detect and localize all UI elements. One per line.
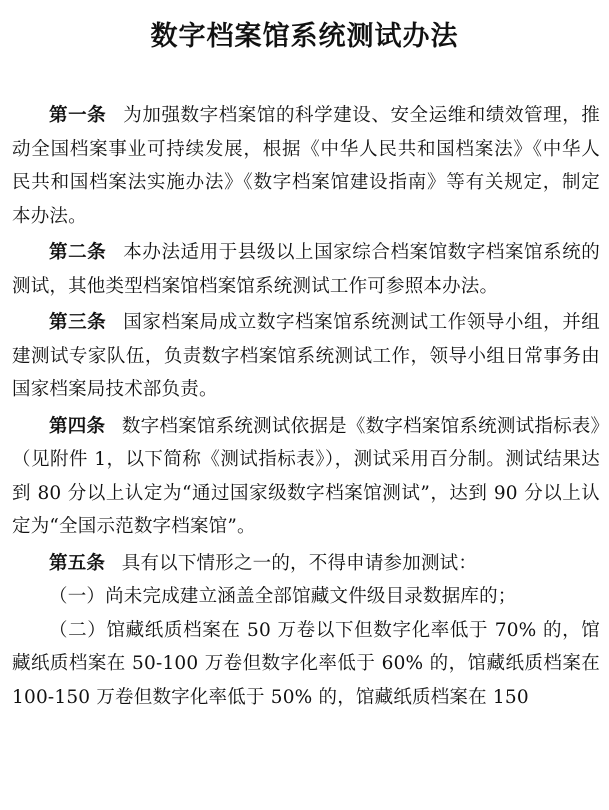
article-5: [12, 547, 600, 581]
article-label: 第四条: [49, 415, 106, 437]
article-5-item-2: （二）馆藏纸质档案在 50 万卷以下但数字化率低于 70% 的，馆藏纸质档案在 50-100 万卷但数字化率低于 60% 的，馆藏纸质档案在 100-150 万卷但数字化率低于 50% 的，馆藏纸质档案在 150: [12, 619, 600, 708]
article-2: [12, 236, 600, 303]
article-4: [12, 410, 600, 544]
article-label: 第五条: [49, 552, 106, 574]
article-1: [12, 99, 600, 233]
article-text: 本办法适用于县级以上国家综合档案馆数字档案馆系统的测试，其他类型档案馆档案馆系统测试工作可参照本办法。: [12, 242, 600, 297]
article-label: 第一条: [49, 105, 107, 126]
article-3: [12, 306, 600, 407]
article-text: 具有以下情形之一的，不得申请参加测试：: [121, 552, 478, 574]
document-body: [12, 99, 600, 714]
article-text: 为加强数字档案馆的科学建设、安全运维和绩效管理，推动全国档案事业可持续发展，根据《中华人民共和国档案法》《中华人民共和国档案法实施办法》《数字档案馆建设指南》等有关规定，制定本办法。: [12, 105, 600, 227]
article-5-item-1: （一）尚未完成建立涵盖全部馆藏文件级目录数据库的；: [49, 586, 517, 607]
document-title: 数字档案馆系统测试办法: [150, 21, 459, 52]
article-label: 第三条: [49, 312, 107, 333]
article-text: 数字档案馆系统测试依据是《数字档案馆系统测试指标表》（见附件 1，以下简称《测试指标表》），测试采用百分制。测试结果达到 80 分以上认定为“通过国家级数字档案馆测试”，达到 90 分以上认定为“全国示范数字档案馆”。: [12, 415, 601, 537]
article-label: 第二条: [49, 242, 107, 263]
article-text: 国家档案局成立数字档案馆系统测试工作领导小组，并组建测试专家队伍，负责数字档案馆系统测试工作，领导小组日常事务由国家档案局技术部负责。: [12, 312, 600, 400]
